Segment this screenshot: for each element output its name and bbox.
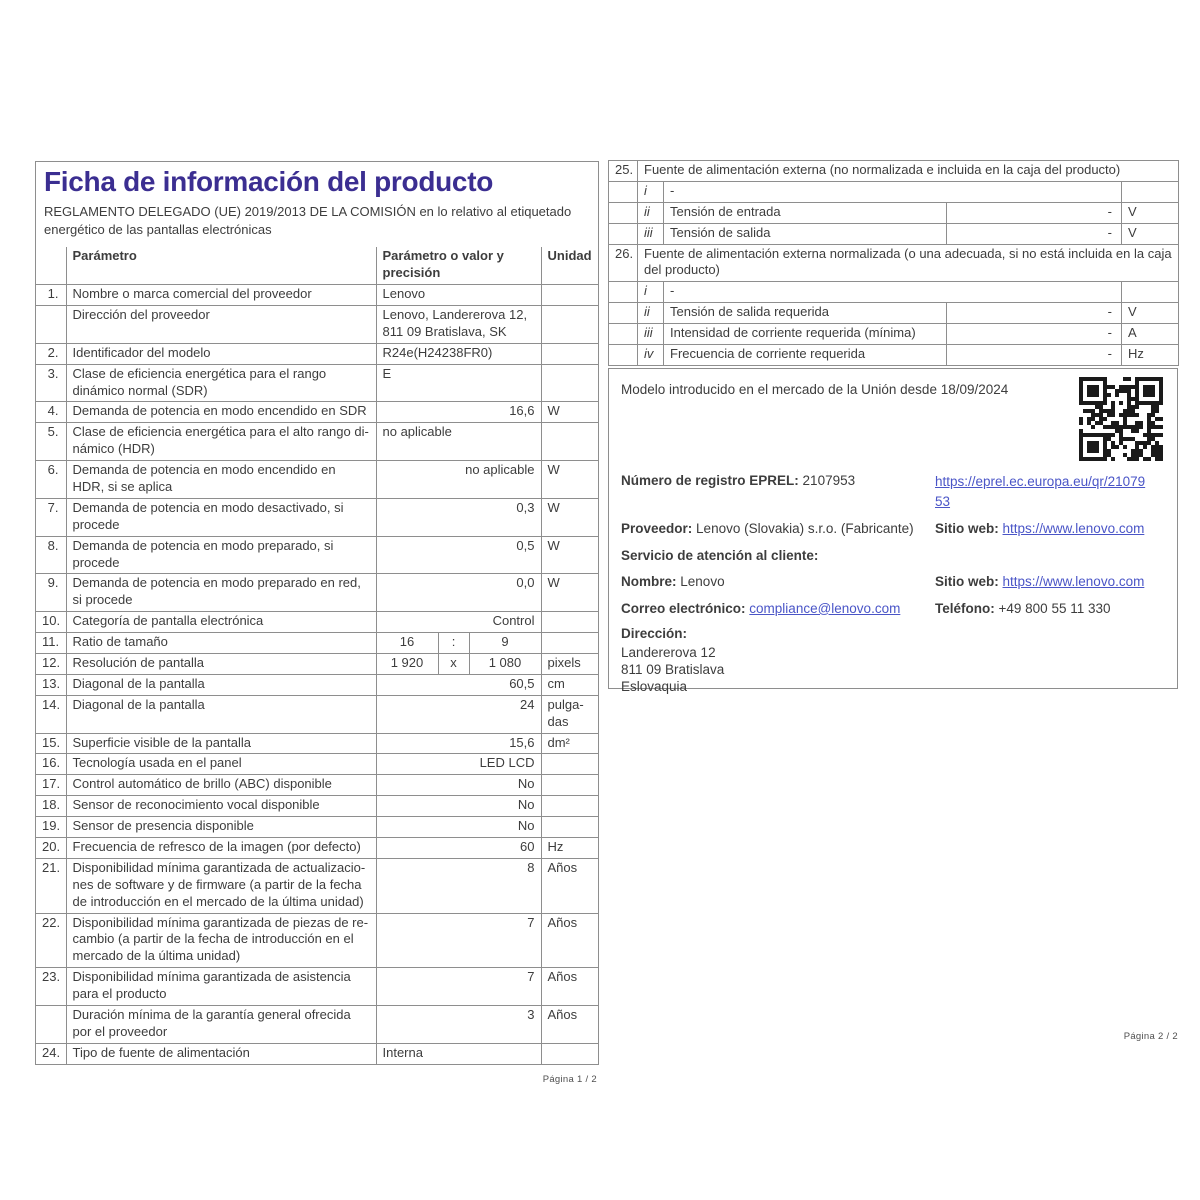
unit-cell: W (541, 402, 599, 423)
value-cell: Interna (376, 1043, 541, 1063)
parameter-cell: Demanda de potencia en modo preparado en red, si procede (66, 574, 376, 612)
sub-index-cell: i (638, 282, 664, 303)
table-row (36, 733, 599, 754)
unit-cell: Años (541, 968, 599, 1006)
row-number-cell: 16. (36, 754, 66, 775)
row-number-cell: 8. (36, 536, 66, 574)
unit-cell (541, 364, 599, 402)
qr-code-icon (1077, 375, 1165, 463)
eprel-label: Número de registro EPREL: (621, 473, 799, 488)
customer-service-heading: Servicio de atención al cliente: (621, 547, 819, 563)
value-cell: 7 (376, 913, 541, 968)
page1-bordered-sheet (35, 161, 599, 1065)
table-row (36, 754, 599, 775)
unit-cell: Años (541, 1006, 599, 1044)
value-cell: 16,6 (376, 402, 541, 423)
parameter-cell: Diagonal de la pantalla (66, 695, 376, 733)
row-number-cell (609, 202, 638, 223)
parameter-cell: Disponibilidad mínima garantizada de asistencia para el producto (66, 968, 376, 1006)
sub-index-cell: ii (638, 202, 664, 223)
value-cell: - (947, 345, 1122, 366)
header-valor: Parámetro o valor y precisión (376, 247, 541, 284)
address-line: Landererova 12 (621, 644, 716, 660)
table-row (36, 612, 599, 633)
unit-cell (541, 423, 599, 461)
row-number-cell (609, 303, 638, 324)
parameter-cell: Categoría de pantalla electrónica (66, 612, 376, 633)
value-cell: 7 (376, 968, 541, 1006)
website-label: Sitio web: (935, 521, 999, 537)
address-block (621, 625, 1165, 695)
address-line: 811 09 Bratislava (621, 662, 725, 678)
email-phone-row (621, 600, 1165, 618)
row-number-cell: 3. (36, 364, 66, 402)
table-row (36, 858, 599, 913)
row-number-cell (609, 282, 638, 303)
row-number-cell: 14. (36, 695, 66, 733)
table-row (609, 202, 1179, 223)
parameter-cell: Ratio de tamaño (66, 633, 376, 654)
table-row (609, 244, 1179, 282)
parameter-cell: Tensión de entrada (664, 202, 947, 223)
parameter-cell: Demanda de potencia en modo preparado, si procede (66, 536, 376, 574)
row-number-cell: 19. (36, 817, 66, 838)
row-number-cell: 22. (36, 913, 66, 968)
section-title-cell: Fuente de alimentación externa normalizada (o una adecuada, si no está incluida en la caja del producto) (638, 244, 1179, 282)
row-number-cell: 11. (36, 633, 66, 654)
row-number-cell: 4. (36, 402, 66, 423)
service-name-value: Lenovo (680, 574, 725, 590)
unit-cell: pixels (541, 653, 599, 674)
dash-cell: - (664, 282, 1122, 303)
table-row (36, 536, 599, 574)
value-cell: 3 (376, 1006, 541, 1044)
unit-cell (541, 796, 599, 817)
value-cell: 24 (376, 695, 541, 733)
unit-cell: V (1122, 223, 1179, 244)
page1-footer: Página 1 / 2 (542, 1073, 597, 1085)
value-cell: - (947, 303, 1122, 324)
unit-cell (541, 633, 599, 654)
unit-cell (541, 343, 599, 364)
value-cell: R24e(H24238FR0) (376, 343, 541, 364)
value-cell: 60,5 (376, 674, 541, 695)
row-number-cell: 24. (36, 1043, 66, 1063)
value-cell: LED LCD (376, 754, 541, 775)
table-row (36, 838, 599, 859)
header-number-cell (36, 247, 66, 284)
unit-cell: W (541, 574, 599, 612)
table-row (36, 796, 599, 817)
value-separator-cell: x (438, 653, 469, 674)
table-row (36, 461, 599, 499)
parameter-cell: Frecuencia de refresco de la imagen (por defecto) (66, 838, 376, 859)
row-number-cell: 10. (36, 612, 66, 633)
section-title-cell: Fuente de alimentación externa (no normalizada e incluida en la caja del producto) (638, 161, 1179, 182)
unit-cell: Años (541, 858, 599, 913)
value-cell: no aplicable (376, 423, 541, 461)
table-row (36, 653, 599, 674)
parameter-cell: Tipo de fuente de alimentación (66, 1043, 376, 1063)
table-row (36, 1006, 599, 1044)
unit-cell (541, 1043, 599, 1063)
row-number-cell: 18. (36, 796, 66, 817)
value-cell: 8 (376, 858, 541, 913)
parameter-cell: Disponibilidad mínima garantizada de piezas de recambio (a partir de la fecha de introducción en el mercado de la última unidad) (66, 913, 376, 968)
value-cell: 0,3 (376, 498, 541, 536)
customer-service-heading-row (621, 547, 1165, 565)
service-name-row (621, 573, 1165, 591)
value-part2-cell: 9 (469, 633, 541, 654)
unit-cell: V (1122, 303, 1179, 324)
row-number-cell (36, 1006, 66, 1044)
row-number-cell: 6. (36, 461, 66, 499)
row-number-cell: 17. (36, 775, 66, 796)
header-parametro: Parámetro (66, 247, 376, 284)
row-number-cell (609, 181, 638, 202)
unit-cell: pulgadas (541, 695, 599, 733)
unit-cell (541, 817, 599, 838)
power-supply-table (608, 160, 1179, 366)
table-row (36, 285, 599, 306)
row-number-cell: 25. (609, 161, 638, 182)
table-row (609, 223, 1179, 244)
page2-footer: Página 2 / 2 (1123, 1031, 1178, 1042)
table-row (36, 364, 599, 402)
parameter-cell: Identificador del modelo (66, 343, 376, 364)
parameter-cell: Demanda de potencia en modo encendido en SDR (66, 402, 376, 423)
value-part1-cell: 16 (376, 633, 438, 654)
value-cell: - (947, 202, 1122, 223)
unit-cell: W (541, 461, 599, 499)
row-number-cell: 2. (36, 343, 66, 364)
value-cell: Control (376, 612, 541, 633)
unit-cell (541, 305, 599, 343)
row-number-cell: 7. (36, 498, 66, 536)
row-number-cell: 13. (36, 674, 66, 695)
value-cell: E (376, 364, 541, 402)
parameter-cell: Demanda de potencia en modo encendido en HDR, si se aplica (66, 461, 376, 499)
value-cell: No (376, 817, 541, 838)
row-number-cell: 15. (36, 733, 66, 754)
website2-link[interactable]: https://www.lenovo.com (1002, 574, 1145, 590)
parameter-cell: Tensión de salida (664, 223, 947, 244)
unit-cell: Años (541, 913, 599, 968)
table-row (36, 913, 599, 968)
table-header-row (36, 247, 599, 284)
market-introduction-text: Modelo introducido en el mercado de la Unión desde 18/09/2024 (621, 382, 1009, 397)
row-number-cell: 12. (36, 653, 66, 674)
table-row (36, 968, 599, 1006)
table-row (36, 343, 599, 364)
unit-cell (541, 775, 599, 796)
website-link[interactable]: https://www.lenovo.com (1002, 521, 1145, 537)
sub-index-cell: iii (638, 324, 664, 345)
unit-cell: W (541, 536, 599, 574)
unit-cell: W (541, 498, 599, 536)
phone-value: +49 800 55 11 330 (998, 600, 1111, 616)
table-row (609, 303, 1179, 324)
parameter-cell: Tecnología usada en el panel (66, 754, 376, 775)
market-info-box (608, 368, 1178, 695)
parameter-cell: Clase de eficiencia energética para el alto rango dinámico (HDR) (66, 423, 376, 461)
value-cell: Lenovo (376, 285, 541, 306)
page-2 (608, 160, 1178, 366)
table-row (36, 1043, 599, 1063)
sub-index-cell: ii (638, 303, 664, 324)
parameter-cell: Intensidad de corriente requerida (mínima) (664, 324, 947, 345)
value-cell: - (947, 324, 1122, 345)
value-cell: Lenovo, Landererova 12, 811 09 Bratislava, SK (376, 305, 541, 343)
row-number-cell: 5. (36, 423, 66, 461)
value-cell: No (376, 796, 541, 817)
table-row (36, 305, 599, 343)
address-line: Eslovaquia (621, 679, 688, 695)
parameter-cell: Nombre o marca comercial del proveedor (66, 285, 376, 306)
row-number-cell: 26. (609, 244, 638, 282)
sub-index-cell: i (638, 181, 664, 202)
table-row (609, 282, 1179, 303)
website2-label: Sitio web: (935, 574, 999, 590)
parameter-cell: Frecuencia de corriente requerida (664, 345, 947, 366)
row-number-cell: 1. (36, 285, 66, 306)
table-row (36, 674, 599, 695)
supplier-label: Proveedor: (621, 521, 693, 537)
value-cell: 60 (376, 838, 541, 859)
table-row (36, 817, 599, 838)
parameter-cell: Control automático de brillo (ABC) disponible (66, 775, 376, 796)
parameter-cell: Tensión de salida requerida (664, 303, 947, 324)
row-number-cell (36, 305, 66, 343)
parameter-cell: Superficie visible de la pantalla (66, 733, 376, 754)
value-part2-cell: 1 080 (469, 653, 541, 674)
parameter-cell: Disponibilidad mínima garantizada de actualizaciones de software y de firmware (a partir de la fecha de introducción en el mercado de la última unidad) (66, 858, 376, 913)
unit-cell: dm² (541, 733, 599, 754)
unit-cell: Hz (1122, 345, 1179, 366)
supplier-row (621, 520, 1165, 538)
value-cell: 15,6 (376, 733, 541, 754)
table-row (36, 695, 599, 733)
email-link[interactable]: compliance@lenovo.com (749, 600, 901, 616)
table-row (609, 181, 1179, 202)
parameter-cell: Sensor de presencia disponible (66, 817, 376, 838)
value-cell: 0,5 (376, 536, 541, 574)
parameter-cell: Sensor de reconocimiento vocal disponible (66, 796, 376, 817)
page-1 (35, 161, 599, 1085)
table-row (36, 402, 599, 423)
parameter-cell: Diagonal de la pantalla (66, 674, 376, 695)
table-row (36, 498, 599, 536)
row-number-cell: 23. (36, 968, 66, 1006)
unit-cell: V (1122, 202, 1179, 223)
email-label: Correo electrónico: (621, 600, 746, 616)
row-number-cell: 9. (36, 574, 66, 612)
row-number-cell (609, 324, 638, 345)
table-row (36, 574, 599, 612)
parameter-cell: Clase de eficiencia energética para el rango dinámico normal (SDR) (66, 364, 376, 402)
dash-cell: - (664, 181, 1122, 202)
value-cell: - (947, 223, 1122, 244)
unit-cell: A (1122, 324, 1179, 345)
value-cell: No (376, 775, 541, 796)
row-number-cell: 21. (36, 858, 66, 913)
eprel-row (621, 472, 1165, 511)
row-number-cell (609, 223, 638, 244)
unit-cell (541, 612, 599, 633)
table-row (609, 161, 1179, 182)
eprel-number: 2107953 (802, 473, 856, 488)
sub-index-cell: iii (638, 223, 664, 244)
parameter-cell: Duración mínima de la garantía general ofrecida por el proveedor (66, 1006, 376, 1044)
parameter-cell: Demanda de potencia en modo desactivado, si procede (66, 498, 376, 536)
table-row (609, 324, 1179, 345)
unit-cell (1122, 282, 1179, 303)
phone-label: Teléfono: (935, 600, 995, 616)
value-cell: 0,0 (376, 574, 541, 612)
table-row (36, 423, 599, 461)
table-row (36, 633, 599, 654)
table-row (36, 775, 599, 796)
unit-cell (1122, 181, 1179, 202)
service-name-label: Nombre: (621, 574, 677, 590)
page-title: Ficha de información del producto (44, 166, 494, 197)
sub-index-cell: iv (638, 345, 664, 366)
parameter-cell: Resolución de pantalla (66, 653, 376, 674)
address-label: Dirección: (621, 626, 688, 642)
regulation-subtitle: REGLAMENTO DELEGADO (UE) 2019/2013 DE LA COMISIÓN en lo relativo al etiquetado energético de las pantallas electrónicas (44, 204, 572, 237)
unit-cell (541, 285, 599, 306)
unit-cell: Hz (541, 838, 599, 859)
unit-cell: cm (541, 674, 599, 695)
unit-cell (541, 754, 599, 775)
value-separator-cell: : (438, 633, 469, 654)
table-row (609, 345, 1179, 366)
supplier-name: Lenovo (Slovakia) s.r.o. (Fabricante) (696, 521, 914, 537)
header-unidad: Unidad (541, 247, 599, 284)
product-parameters-table (36, 247, 599, 1063)
eprel-url-link[interactable]: https://eprel.ec.europa.eu/qr/2107953 (935, 474, 1146, 509)
parameter-cell: Dirección del proveedor (66, 305, 376, 343)
row-number-cell (609, 345, 638, 366)
row-number-cell: 20. (36, 838, 66, 859)
value-part1-cell: 1 920 (376, 653, 438, 674)
value-cell: no aplicable (376, 461, 541, 499)
